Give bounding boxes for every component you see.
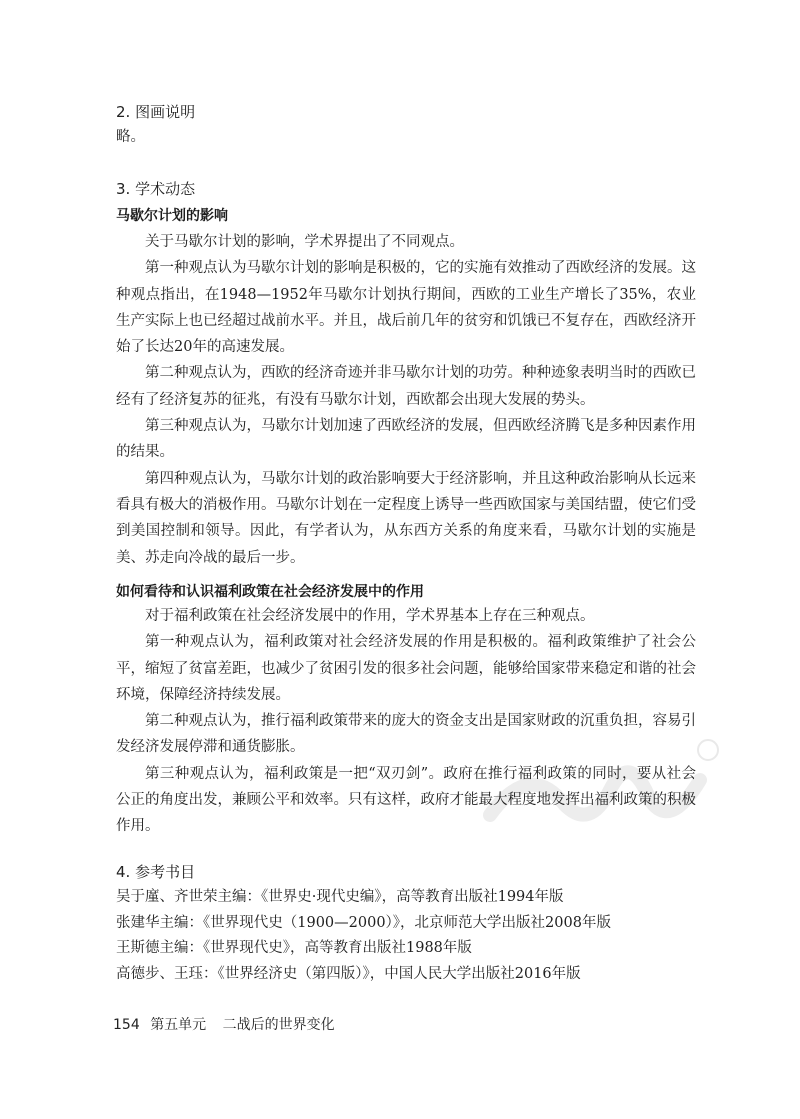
topic-title-welfare-policy: 如何看待和认识福利政策在社会经济发展中的作用 bbox=[116, 584, 424, 600]
paragraph: 第一种观点认为马歇尔计划的影响是积极的，它的实施有效推动了西欧经济的发展。这种观点指出，在1948—1952年马歇尔计划执行期间，西欧的工业生产增长了35%，农业生产实际上也已经超过战前水平。并且，战后前几年的贫穷和饥饿已不复存在，西欧经济开始了长达20年的高速发展。 bbox=[116, 260, 696, 356]
unit-label: 第五单元 bbox=[150, 1017, 207, 1033]
topic-title-marshall-plan: 马歇尔计划的影响 bbox=[116, 208, 228, 224]
unit-title: 二战后的世界变化 bbox=[222, 1017, 335, 1033]
paragraph: 第四种观点认为，马歇尔计划的政治影响要大于经济影响，并且这种政治影响从长远来看具有极大的消极作用。马歇尔计划在一定程度上诱导一些西欧国家与美国结盟，使它们受到美国控制和领导。因此，有学者认为，从东西方关系的角度来看，马歇尔计划的实施是美、苏走向冷战的最后一步。 bbox=[116, 470, 696, 566]
section-heading-illustration: 2. 图画说明 bbox=[116, 103, 196, 121]
reference-item: 张建华主编：《世界现代史（1900—2000）》，北京师范大学出版社2008年版 bbox=[116, 914, 611, 931]
marshall-plan-body bbox=[116, 229, 696, 571]
reference-item: 高德步、王珏：《世界经济史（第四版）》，中国人民大学出版社2016年版 bbox=[116, 965, 581, 982]
paragraph: 关于马歇尔计划的影响，学术界提出了不同观点。 bbox=[145, 234, 464, 250]
reference-list bbox=[116, 885, 716, 987]
page-footer bbox=[113, 1015, 335, 1035]
paragraph: 第三种观点认为，福利政策是一把“双刃剑”。政府在推行福利政策的同时，要从社会公正的角度出发，兼顾公平和效率。只有这样，政府才能最大程度地发挥出福利政策的积极作用。 bbox=[116, 765, 696, 835]
paragraph: 第三种观点认为，马歇尔计划加速了西欧经济的发展，但西欧经济腾飞是多种因素作用的结果。 bbox=[116, 418, 696, 461]
welfare-policy-body bbox=[116, 603, 696, 840]
paragraph: 第一种观点认为，福利政策对社会经济发展的作用是积极的。福利政策维护了社会公平，缩短了贫富差距，也减少了贫困引发的很多社会问题，能够给国家带来稳定和谐的社会环境，保障经济持续发展。 bbox=[116, 634, 696, 703]
reference-item: 王斯德主编：《世界现代史》，高等教育出版社1988年版 bbox=[116, 940, 472, 956]
paragraph: 对于福利政策在社会经济发展中的作用，学术界基本上存在三种观点。 bbox=[145, 608, 595, 624]
page-number: 154 bbox=[113, 1017, 140, 1033]
section-heading-academic: 3. 学术动态 bbox=[116, 180, 196, 198]
paragraph: 第二种观点认为，推行福利政策带来的庞大的资金支出是国家财政的沉重负担，容易引发经济发展停滞和通货膨胀。 bbox=[116, 713, 696, 756]
illustration-body bbox=[116, 124, 696, 150]
reference-item: 吴于廑、齐世荣主编：《世界史·现代史编》，高等教育出版社1994年版 bbox=[116, 889, 564, 905]
paragraph: 第二种观点认为，西欧的经济奇迹并非马歇尔计划的功劳。种种迹象表明当时的西欧已经有了经济复苏的征兆，有没有马歇尔计划，西欧都会出现大发展的势头。 bbox=[116, 365, 696, 408]
illustration-text: 略。 bbox=[116, 129, 145, 145]
section-heading-references: 4. 参考书目 bbox=[116, 863, 196, 881]
